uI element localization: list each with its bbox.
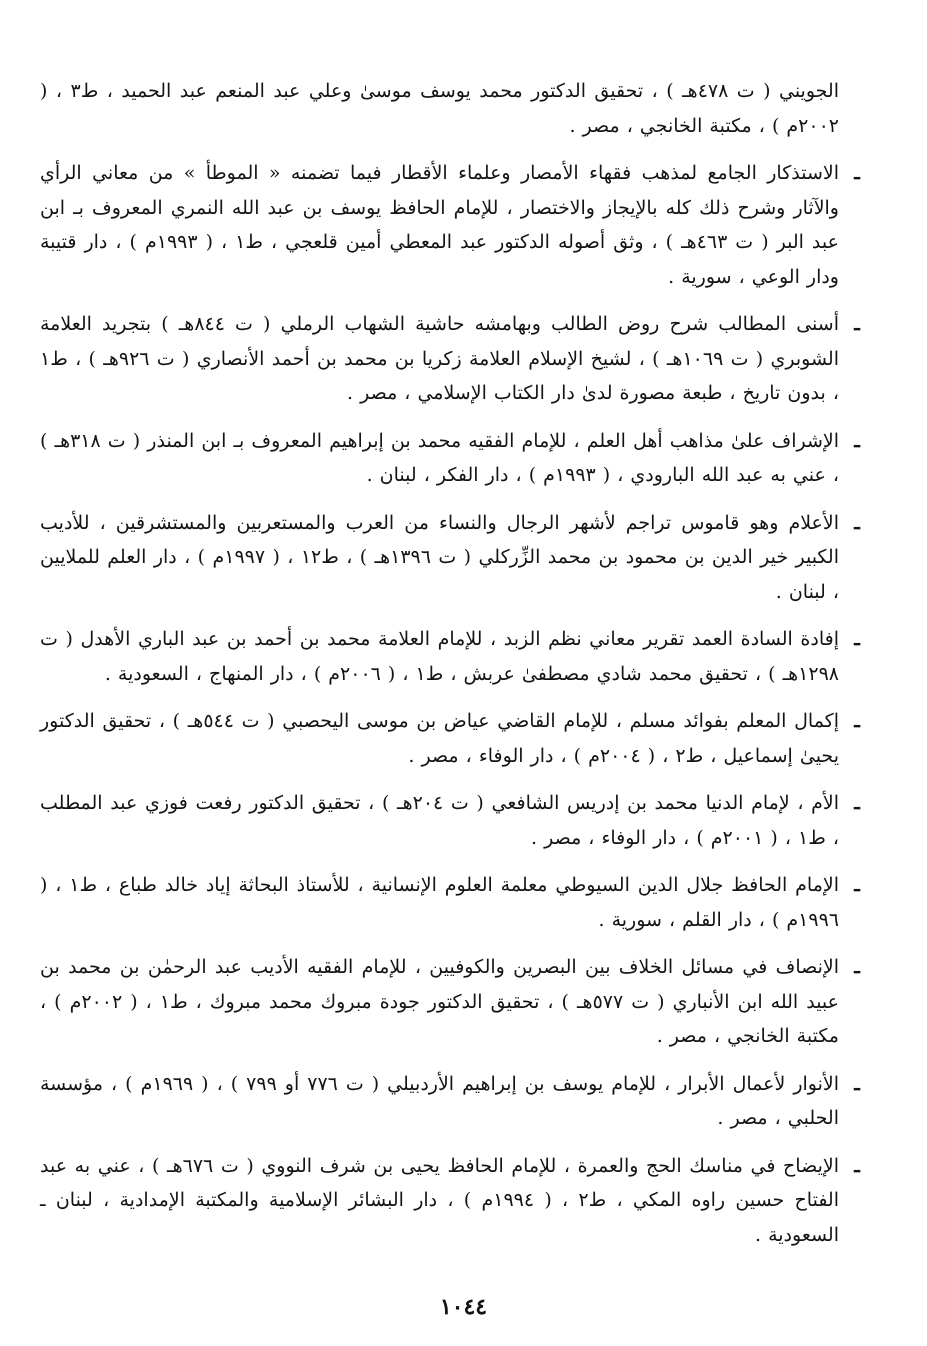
entry-dash: ـ [854,429,860,452]
bibliography-entry [40,156,867,294]
bibliography-entry [40,622,867,691]
entry-dash: ـ [854,874,860,896]
entry-text: الإمام الحافظ جلال الدين السيوطي معلمة العلوم الإنسانية ، للأستاذ البحاثة إياد خالد طباع ، ط١ ، ( ١٩٩٦م ) ، دار القلم ، سورية . [40,874,840,931]
entry-text: الإشراف علىٰ مذاهب أهل العلم ، للإمام الفقيه محمد بن إبراهيم المعروف بـ ابن المنذر ( ت ٣١٨هـ ) ، عني به عبد الله البارودي ، ( ١٩٩٣م ) ، دار الفكر ، لبنان . [40,429,839,486]
bibliography-entry [40,506,867,610]
entry-dash: ـ [854,1072,860,1095]
entry-dash: ـ [854,511,860,534]
bibliography-entry [40,424,867,493]
entry-text: إكمال المعلم بفوائد مسلم ، للإمام القاضي عياض بن موسى اليحصبي ( ت ٥٤٤هـ ) ، تحقيق الدكتور يحيىٰ إسماعيل ، ط٢ ، ( ٢٠٠٤م ) ، دار الوفاء ، مصر . [40,710,839,767]
bibliography-entry [40,1067,867,1136]
entry-dash: ـ [854,313,860,335]
entry-dash: ـ [854,162,860,184]
entry-dash: ـ [854,628,860,650]
entry-dash: ـ [854,956,860,978]
entry-text: أسنى المطالب شرح روض الطالب وبهامشه حاشية الشهاب الرملي ( ت ٨٤٤هـ ) بتجريد العلامة الشوبري ( ت ١٠٦٩هـ ) ، لشيخ الإسلام العلامة زكريا بن محمد بن أحمد الأنصاري ( ت ٩٢٦هـ ) ، ط١ ، بدون تاريخ ، طبعة مصورة لدىٰ دار الكتاب الإسلامي ، مصر . [40,313,839,404]
bibliography-entry [40,307,867,411]
bibliography-entry [40,704,867,773]
bibliography-list [40,74,867,1265]
entry-dash: ـ [854,710,860,732]
page-number: ١٠٤٤ [439,1294,488,1320]
bibliography-entry [40,74,867,143]
entry-text: الاستذكار الجامع لمذهب فقهاء الأمصار وعلماء الأقطار فيما تضمنه « الموطأ » من معاني الرأي والآثار وشرح ذلك كله بالإيجاز والاختصار ، للإمام الحافظ يوسف بن عبد الله النمري المعروف بـ ابن عبد البر ( ت ٤٦٣هـ ) ، وثق أصوله الدكتور عبد المعطي أمين قلعجي ، ط١ ، ( ١٩٩٣م ) ، دار قتيبة ودار الوعي ، سورية . [40,162,839,288]
entry-dash: ـ [854,1154,860,1177]
bibliography-entry [40,950,867,1054]
bibliography-entry [40,868,867,937]
entry-dash: ـ [854,792,860,814]
entry-text: الأعلام وهو قاموس تراجم لأشهر الرجال والنساء من العرب والمستعربين والمستشرقين ، للأديب الكبير خير الدين بن محمود بن محمد الزِّركلي ( ت ١٣٩٦هـ ) ، ط١٢ ، ( ١٩٩٧م ) ، دار العلم للملايين ، لبنان . [40,511,839,603]
entry-text: إفادة السادة العمد تقرير معاني نظم الزبد ، للإمام العلامة محمد بن أحمد بن عبد الباري الأهدل ( ت ١٢٩٨هـ ) ، تحقيق محمد شادي مصطفىٰ عربش ، ط١ ، ( ٢٠٠٦م ) ، دار المنهاج ، السعودية . [40,628,839,685]
bibliography-entry [40,786,867,855]
bibliography-entry [40,1149,867,1253]
entry-text: الإيضاح في مناسك الحج والعمرة ، للإمام الحافظ يحيى بن شرف النووي ( ت ٦٧٦هـ ) ، عني به عبد الفتاح حسين راوه المكي ، ط٢ ، ( ١٩٩٤م ) ، دار البشائر الإسلامية والمكتبة الإمدادية ، لبنان ـ السعودية . [40,1154,840,1246]
entry-text: الأم ، لإمام الدنيا محمد بن إدريس الشافعي ( ت ٢٠٤هـ ) ، تحقيق الدكتور رفعت فوزي عبد المطلب ، ط١ ، ( ٢٠٠١م ) ، دار الوفاء ، مصر . [40,792,840,849]
entry-text: الإنصاف في مسائل الخلاف بين البصرين والكوفيين ، للإمام الفقيه الأديب عبد الرحمٰن بن محمد بن عبيد الله ابن الأنباري ( ت ٥٧٧هـ ) ، تحقيق الدكتور جودة مبروك محمد مبروك ، ط١ ، ( ٢٠٠٢م ) ، مكتبة الخانجي ، مصر . [40,956,839,1047]
entry-text: الجويني ( ت ٤٧٨هـ ) ، تحقيق الدكتور محمد يوسف موسىٰ وعلي عبد المنعم عبد الحميد ، ط٣ ، ( ٢٠٠٢م ) ، مكتبة الخانجي ، مصر . [40,80,839,137]
entry-text: الأنوار لأعمال الأبرار ، للإمام يوسف بن إبراهيم الأردبيلي ( ت ٧٧٦ أو ٧٩٩ ) ، ( ١٩٦٩م ) ، مؤسسة الحلبي ، مصر . [40,1072,839,1129]
